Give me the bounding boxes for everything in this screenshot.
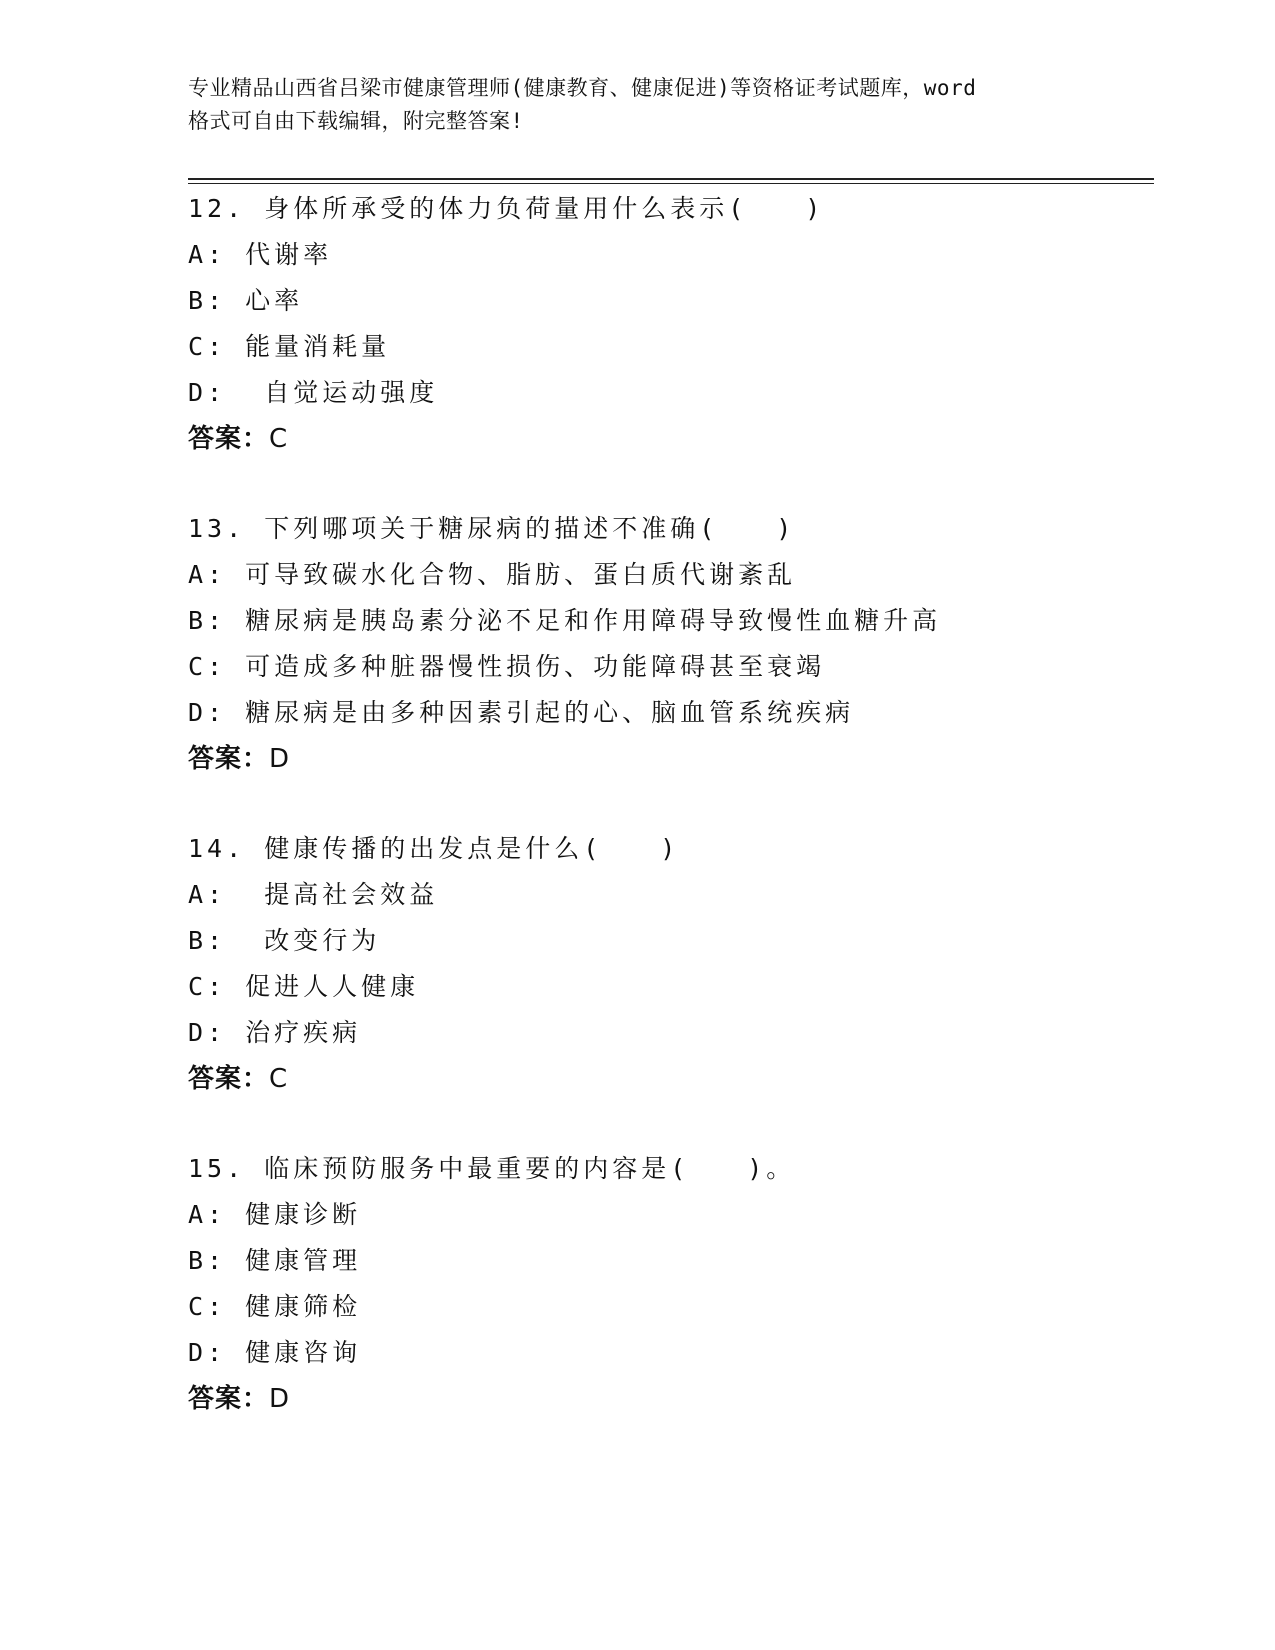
option-b: B: 健康管理 xyxy=(188,1246,362,1275)
answer-label: 答案： xyxy=(188,1384,270,1414)
option-b: B: 糖尿病是胰岛素分泌不足和作用障碍导致慢性血糖升高 xyxy=(188,606,942,635)
answer-label: 答案： xyxy=(188,424,270,454)
answer-label: 答案： xyxy=(188,1064,270,1094)
option-c: C: 健康筛检 xyxy=(188,1292,362,1321)
document-header xyxy=(188,72,1088,138)
answer-line xyxy=(188,416,1168,462)
answer-line xyxy=(188,1056,1168,1102)
question-title: 13. 下列哪项关于糖尿病的描述不准确( ) xyxy=(188,514,796,543)
answer-value: C xyxy=(269,1064,289,1094)
option-d: D: 健康咨询 xyxy=(188,1338,362,1367)
question-12 xyxy=(188,186,1168,462)
option-a: A: 可导致碳水化合物、脂肪、蛋白质代谢紊乱 xyxy=(188,560,797,589)
question-15 xyxy=(188,1146,1168,1422)
question-title: 15. 临床预防服务中最重要的内容是( )。 xyxy=(188,1154,796,1183)
question-14 xyxy=(188,826,1168,1102)
option-a: A: 提高社会效益 xyxy=(188,880,439,909)
option-c: C: 可造成多种脏器慢性损伤、功能障碍甚至衰竭 xyxy=(188,652,826,681)
option-c: C: 促进人人健康 xyxy=(188,972,420,1001)
option-d: D: 自觉运动强度 xyxy=(188,378,439,407)
option-c: C: 能量消耗量 xyxy=(188,332,391,361)
question-title: 14. 健康传播的出发点是什么( ) xyxy=(188,834,680,863)
answer-value: C xyxy=(269,424,289,454)
option-a: A: 代谢率 xyxy=(188,240,333,269)
answer-value: D xyxy=(269,744,291,774)
header-divider-thick xyxy=(188,178,1154,180)
answer-line xyxy=(188,1376,1168,1422)
option-b: B: 心率 xyxy=(188,286,304,315)
option-a: A: 健康诊断 xyxy=(188,1200,362,1229)
option-d: D: 糖尿病是由多种因素引起的心、脑血管系统疾病 xyxy=(188,698,855,727)
header-divider-thin xyxy=(188,183,1154,184)
answer-value: D xyxy=(269,1384,291,1414)
question-13 xyxy=(188,506,1168,782)
header-line-2: 格式可自由下载编辑，附完整答案! xyxy=(188,109,524,133)
option-b: B: 改变行为 xyxy=(188,926,381,955)
question-title: 12. 身体所承受的体力负荷量用什么表示( ) xyxy=(188,194,825,223)
answer-label: 答案： xyxy=(188,744,270,774)
option-d: D: 治疗疾病 xyxy=(188,1018,362,1047)
answer-line xyxy=(188,736,1168,782)
header-line-1: 专业精品山西省吕梁市健康管理师(健康教育、健康促进)等资格证考试题库，word xyxy=(188,76,977,100)
